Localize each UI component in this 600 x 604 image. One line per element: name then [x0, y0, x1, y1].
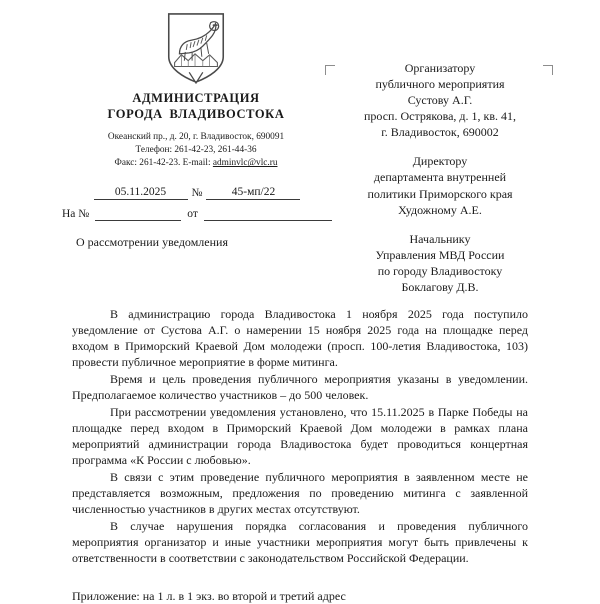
corner-mark-top-left-icon [325, 65, 335, 75]
addressee-block [318, 60, 562, 295]
body-paragraph: При рассмотрении уведомления установлено, что 15.11.2025 в Парке Победы на площадке перед входом в Приморский Краевой Дом молодежи в рамках плана мероприятий администрации города Владивостока будет проводиться концертная программа «К России с любовью». [72, 404, 528, 468]
letter-body [72, 306, 528, 567]
letterhead [60, 10, 332, 171]
body-paragraph: В случае нарушения порядка согласования и проведения публичного мероприятия организатор и иные участники мероприятия могут быть привлечены к ответственности в соответствии с законодательством Российской Федерации. [72, 518, 528, 565]
body-paragraph: Время и цель проведения публичного мероприятия указаны в уведомлении. Предполагаемое количество участников – до 500 человек. [72, 372, 528, 403]
contact-address: Океанский пр., д. 20, г. Владивосток, 690091 [107, 132, 285, 142]
addressee-line: просп. Острякова, д. 1, кв. 41, [363, 109, 517, 124]
addressee-line: департамента внутренней [373, 170, 507, 185]
addressee-line: Начальнику [409, 231, 471, 246]
addressee-line: Сустову А.Г. [407, 93, 473, 108]
organization-title [60, 90, 332, 122]
letter-subject: О рассмотрении уведомления [76, 235, 228, 249]
registration-date[interactable]: 05.11.2025 [94, 186, 188, 200]
number-sign-label: № [191, 187, 203, 199]
addressee-line: публичного мероприятия [375, 77, 505, 92]
contact-fax-email [60, 157, 332, 170]
addressee-line: политики Приморского края [367, 186, 513, 201]
corner-mark-top-right-icon [543, 65, 553, 75]
reply-date-field[interactable] [204, 209, 332, 221]
body-paragraph: В связи с этим проведение публичного мероприятия в заявленном месте не представляется возможным, предложения по проведению митинга с заявленной численностью участников в других местах отсутствуют. [72, 469, 528, 516]
org-title-line1: АДМИНИСТРАЦИЯ [132, 91, 260, 105]
reply-reference-line [62, 208, 332, 221]
reply-date-label: от [187, 208, 198, 220]
addressee-director [318, 153, 562, 217]
addressee-line: Директору [412, 154, 468, 169]
reply-number-field[interactable] [95, 209, 181, 221]
addressee-line: Управления МВД России [375, 247, 505, 262]
addressee-line: Организатору [404, 61, 476, 75]
contact-fax-label: Факс: 261-42-23. E-mail: [114, 158, 213, 169]
contact-phone: Телефон: 261-42-23, 261-44-36 [135, 145, 257, 156]
reply-number-label: На № [62, 208, 90, 220]
body-paragraph: В администрацию города Владивостока 1 ноября 2025 года поступило уведомление от Сустова А.Г. о намерении 15 ноября 2025 года на площадке перед входом в Приморский Краевой Дом молодежи (просп. 100-летия Владивостока, 103) провести публичное мероприятие в форме митинга. [72, 307, 528, 370]
letterhead-contacts [60, 131, 332, 171]
vladivostok-coat-of-arms-icon [165, 12, 227, 84]
addressee-organizer [318, 60, 562, 140]
registration-line [72, 186, 322, 200]
registration-number[interactable]: 45-мп/22 [206, 186, 300, 200]
addressee-line: Художному А.Е. [398, 202, 482, 217]
addressee-police-chief [318, 231, 562, 295]
org-title-line2: ГОРОДА ВЛАДИВОСТОКА [107, 107, 285, 121]
addressee-line: г. Владивосток, 690002 [381, 125, 499, 140]
attachment-note: Приложение: на 1 л. в 1 экз. во второй и третий адрес [72, 589, 346, 603]
addressee-line: по городу Владивостоку [377, 263, 503, 278]
addressee-line: Боклагову Д.В. [401, 279, 479, 294]
contact-email-link[interactable]: adminvlc@vlc.ru [212, 158, 278, 169]
